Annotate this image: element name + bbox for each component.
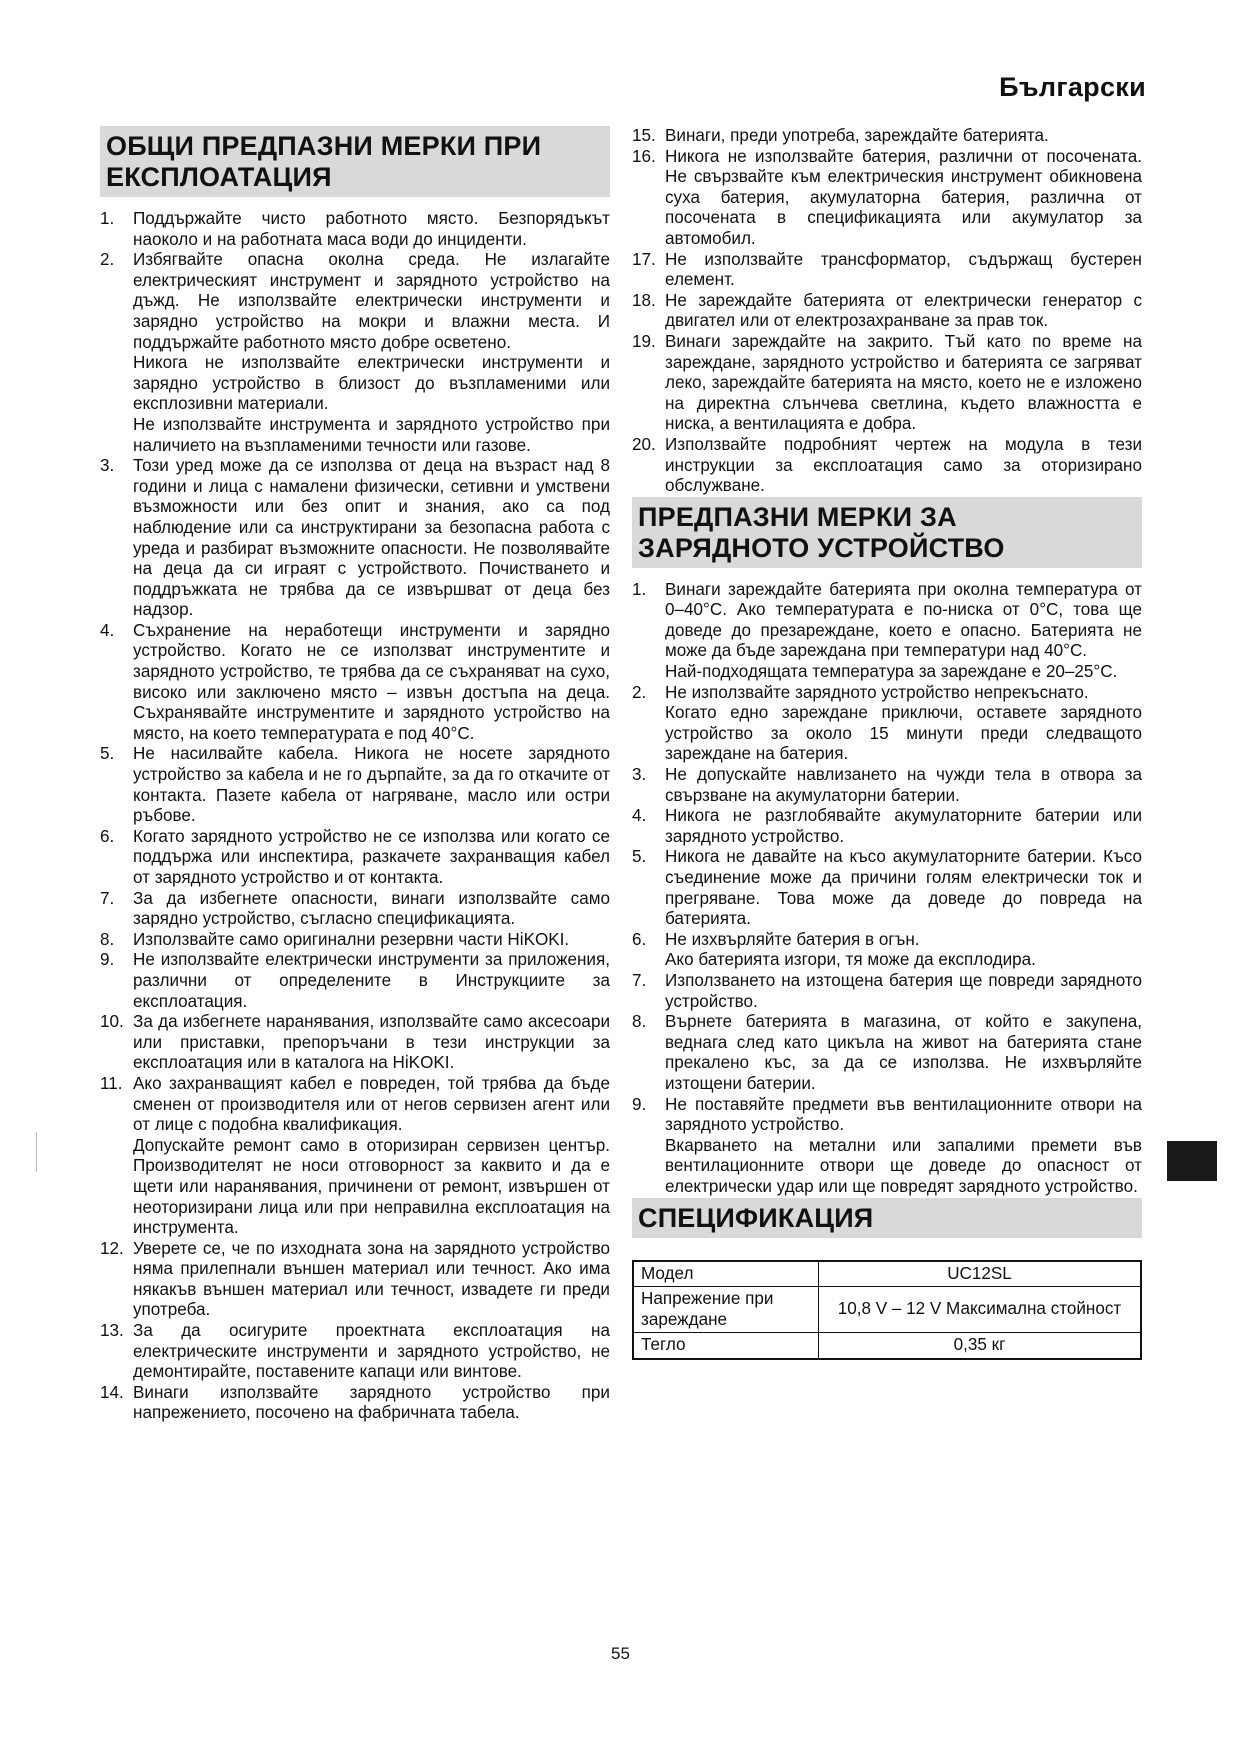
item-number: 5. <box>632 847 647 867</box>
item-text: Избягвайте опасна околна среда. Не излагайте електрическият инструмент и зарядното устройство на дъжд. Не използвайте електрически инструменти и зарядно устройство на мокри и влажни места. И поддържайте работното място добре осветено. <box>133 250 610 352</box>
item-number: 1. <box>100 209 115 228</box>
item-text: За да осигурите проектната експлоатация на електрическите инструменти и зарядното устройство, не демонтирайте, поставените капаци или винтове. <box>133 1321 610 1382</box>
list-item <box>632 332 1142 435</box>
item-text: Използвайте само оригинални резервни части HiKOKI. <box>133 929 570 949</box>
item-number: 2. <box>100 250 115 270</box>
item-number: 19. <box>632 331 656 351</box>
item-text: Уверете се, че по изходната зона на зарядното устройство няма прилепнали външен материал или течност. Ако има някакъв външен материал или течност, извадете ги преди употреба. <box>133 1238 610 1320</box>
item-number: 4. <box>632 806 647 826</box>
item-text: Когато зарядното устройство не се използва или когато се поддържа или инспектира, разкачете захранващия кабел от зарядното устройство и от контакта. <box>133 826 610 887</box>
item-text: Никога не разглобявайте акумулаторните батерии или зарядното устройство. <box>665 806 1142 846</box>
spec-row <box>633 1261 1141 1287</box>
item-number: 5. <box>100 744 115 764</box>
spec-value: UC12SL <box>819 1261 1142 1287</box>
item-text: Винаги, преди употреба, зареждайте батерията. <box>665 126 1049 145</box>
item-text: Ако батерията изгори, тя може да експлодира. <box>665 950 1036 970</box>
item-text: Не зареждайте батерията от електрически генератор с двигател или от електрозахранване за прав ток. <box>665 290 1142 331</box>
charger-precautions-list <box>632 580 1142 1198</box>
list-item <box>632 683 1142 765</box>
language-label: Български <box>999 72 1146 102</box>
spec-label: Модел <box>633 1261 819 1287</box>
item-number: 6. <box>632 929 647 949</box>
item-text: Не поставяйте предмети във вентилационните отвори на зарядното устройство. <box>665 1094 1142 1135</box>
specification-heading <box>632 1198 1142 1238</box>
item-text: Не използвайте трансформатор, съдържащ бустерен елемент. <box>665 249 1142 290</box>
heading-line: ПРЕДПАЗНИ МЕРКИ ЗА <box>638 501 957 532</box>
list-item <box>632 126 1142 147</box>
list-item <box>100 827 610 889</box>
spec-label: Тегло <box>633 1333 819 1359</box>
item-number: 7. <box>100 888 115 908</box>
left-column <box>100 126 610 1424</box>
spec-label: Напрежение при зареждане <box>633 1287 819 1333</box>
item-number: 8. <box>100 929 115 949</box>
charger-precautions-heading <box>632 497 1142 568</box>
item-text: Не използвайте електрически инструменти за приложения, различни от определените в Инструкциите за експлоатация. <box>133 950 610 1011</box>
item-number: 11. <box>100 1073 123 1093</box>
item-text: Съхранение на неработещи инструменти и зарядно устройство. Когато не се използват инструментите и зарядното устройство, те трябва да се съхраняват на сухо, високо или заключено място – извън достъпа на деца. Съхранявайте инструментите и зарядното устройство на място, на което температурата е под 40°C. <box>133 620 610 743</box>
general-precautions-heading <box>100 126 610 197</box>
list-item <box>100 930 610 951</box>
general-precautions-list-continued <box>632 126 1142 497</box>
item-text: Допускайте ремонт само в оторизиран сервизен център. Производителят не носи отговорност за каквито и да е щети или наранявания, причинени от ремонт, извършен от неоторизирани лица или при неправилна експлоатация на инструмента. <box>133 1135 610 1238</box>
item-number: 15. <box>632 126 656 145</box>
item-number: 20. <box>632 434 656 454</box>
item-text: Никога не използвайте електрически инструменти и зарядно устройство в близост до възпламеними или експлозивни материали. <box>133 353 610 414</box>
item-text: Вкарването на метални или запалими премети във вентилационните отвори ще доведе до опасност от електрически удар или ще повредят зарядното устройство. <box>665 1135 1142 1196</box>
item-text: Използването на изтощена батерия ще повреди зарядното устройство. <box>665 970 1142 1011</box>
item-number: 1. <box>632 579 647 599</box>
item-number: 7. <box>632 970 647 990</box>
item-text: Винаги използвайте зарядното устройство при напрежението, посочено на фабричната табела. <box>133 1382 610 1423</box>
item-text: Използвайте подробният чертеж на модула в тези инструкции за експлоатация само за оторизирано обслужване. <box>665 434 1142 496</box>
item-number: 9. <box>100 950 115 970</box>
list-item <box>632 930 1142 971</box>
item-number: 14. <box>100 1382 124 1402</box>
item-text: Никога не използвайте батерия, различни от посочената. Не свързвайте към електрическия инструмент обикновена суха батерия, акумулаторна батерия, различна от посочената в спецификацията или акумулатор за автомобил. <box>665 146 1142 248</box>
spec-row <box>633 1333 1141 1359</box>
list-item <box>632 1012 1142 1094</box>
list-item <box>100 950 610 1012</box>
item-number: 10. <box>100 1012 124 1032</box>
item-text: Не използвайте инструмента и зарядното устройство при наличието на възпламеними течности или газове. <box>133 414 610 455</box>
list-item <box>632 1095 1142 1198</box>
item-number: 17. <box>632 249 656 269</box>
list-item <box>100 889 610 930</box>
item-text: За да избегнете наранявания, използвайте само аксесоари или приставки, препоръчани в тези инструкции за експлоатация или в каталога на HiKOKI. <box>133 1012 610 1073</box>
item-number: 18. <box>632 290 656 310</box>
item-text: Когато едно зареждане приключи, оставете зарядното устройство за около 15 минути преди следващото зареждане на батерия. <box>665 703 1142 764</box>
list-item <box>100 1383 610 1424</box>
specification-table <box>632 1260 1142 1360</box>
list-item <box>632 971 1142 1012</box>
list-item <box>100 621 610 745</box>
list-item <box>100 1321 610 1383</box>
item-text: Не допускайте навлизането на чужди тела в отвора за свързване на акумулаторни батерии. <box>665 765 1142 805</box>
list-item <box>100 209 610 250</box>
item-text: Винаги зареждайте батерията при околна температура от 0–40°C. Ако температурата е по-ниска от 0°C, това ще доведе до презареждане, което е опасно. Батерията не може да бъде зареждана при температури над 40°C. <box>665 579 1142 661</box>
item-text: За да избегнете опасности, винаги използвайте само зарядно устройство, съгласно спецификацията. <box>133 888 610 929</box>
list-item <box>632 847 1142 929</box>
item-number: 12. <box>100 1238 124 1258</box>
item-text: Винаги зареждайте на закрито. Тъй като по време на зареждане, зарядното устройство и батерията се загряват леко, зареждайте батерията на място, което не е изложено на директна слънчева светлина, където влажността е ниска, а вентилацията е добра. <box>665 331 1142 434</box>
item-number: 2. <box>632 682 647 702</box>
item-number: 16. <box>632 146 656 166</box>
item-number: 4. <box>100 620 115 640</box>
list-item <box>100 456 610 621</box>
spec-value: 0,35 кг <box>819 1333 1142 1359</box>
item-text: Не използвайте зарядното устройство непрекъснато. <box>665 682 1089 702</box>
item-number: 8. <box>632 1012 647 1032</box>
heading-line: ЗАРЯДНОТО УСТРОЙСТВО <box>638 532 1005 563</box>
item-number: 3. <box>100 456 115 476</box>
item-text: Никога не давайте на късо акумулаторните батерии. Късо съединение може да причини голям електрически ток и прегряване. Това може да доведе до повреда на батерията. <box>665 847 1142 929</box>
item-number: 3. <box>632 765 647 785</box>
general-precautions-list <box>100 209 610 1424</box>
list-item <box>632 147 1142 250</box>
heading-line: ЕКСПЛОАТАЦИЯ <box>106 162 332 192</box>
list-item <box>632 250 1142 291</box>
item-text: Не насилвайте кабела. Никога не носете зарядното устройство за кабела и не го дърпайте, за да го откачите от контакта. Пазете кабела от нагряване, масло или остри ръбове. <box>133 744 610 826</box>
list-item <box>632 291 1142 332</box>
item-text: Не изхвърляйте батерия в огън. <box>665 929 920 949</box>
item-text: Ако захранващият кабел е повреден, той трябва да бъде сменен от производителя или от негов сервизен агент или от лице с подобна квалификация. <box>133 1073 610 1135</box>
list-item <box>632 806 1142 847</box>
list-item <box>632 765 1142 806</box>
right-column <box>632 126 1142 1360</box>
page-number: 55 <box>611 1644 630 1663</box>
list-item <box>100 1012 610 1074</box>
item-text: Върнете батерията в магазина, от който е закупена, веднага след като цикъла на живот на батерията стане прекалено къс, за да се използва. Не изхвърляйте изтощени батерии. <box>665 1012 1142 1093</box>
item-number: 9. <box>632 1094 647 1114</box>
item-text: Най-подходящата температура за зареждане е 20–25°C. <box>665 662 1118 682</box>
spec-row <box>633 1287 1141 1333</box>
item-text: Поддържайте чисто работното място. Безпорядъкът наоколо и на работната маса води до инциденти. <box>133 209 610 249</box>
heading-line: ОБЩИ ПРЕДПАЗНИ МЕРКИ ПРИ <box>106 131 542 161</box>
list-item <box>100 744 610 826</box>
margin-mark <box>36 1132 37 1172</box>
language-tab-marker <box>1167 1141 1217 1181</box>
list-item <box>100 1074 610 1239</box>
item-text: Този уред може да се използва от деца на възраст над 8 години и лица с намалени физически, сетивни и умствени възможности или без опит и знания, ако са под наблюдение или са инструктирани за безопасна работа с уреда и разбират възможните опасности. Не позволявайте на деца да си играят с устройството. Почистването и поддръжката не трябва да се извършват от деца без надзор. <box>133 456 610 620</box>
item-number: 6. <box>100 826 115 846</box>
item-number: 13. <box>100 1321 124 1341</box>
list-item <box>100 250 610 456</box>
list-item <box>632 435 1142 497</box>
spec-value: 10,8 V – 12 V Максимална стойност <box>819 1287 1142 1333</box>
list-item <box>632 580 1142 683</box>
list-item <box>100 1239 610 1321</box>
heading-line: СПЕЦИФИКАЦИЯ <box>638 1202 874 1233</box>
